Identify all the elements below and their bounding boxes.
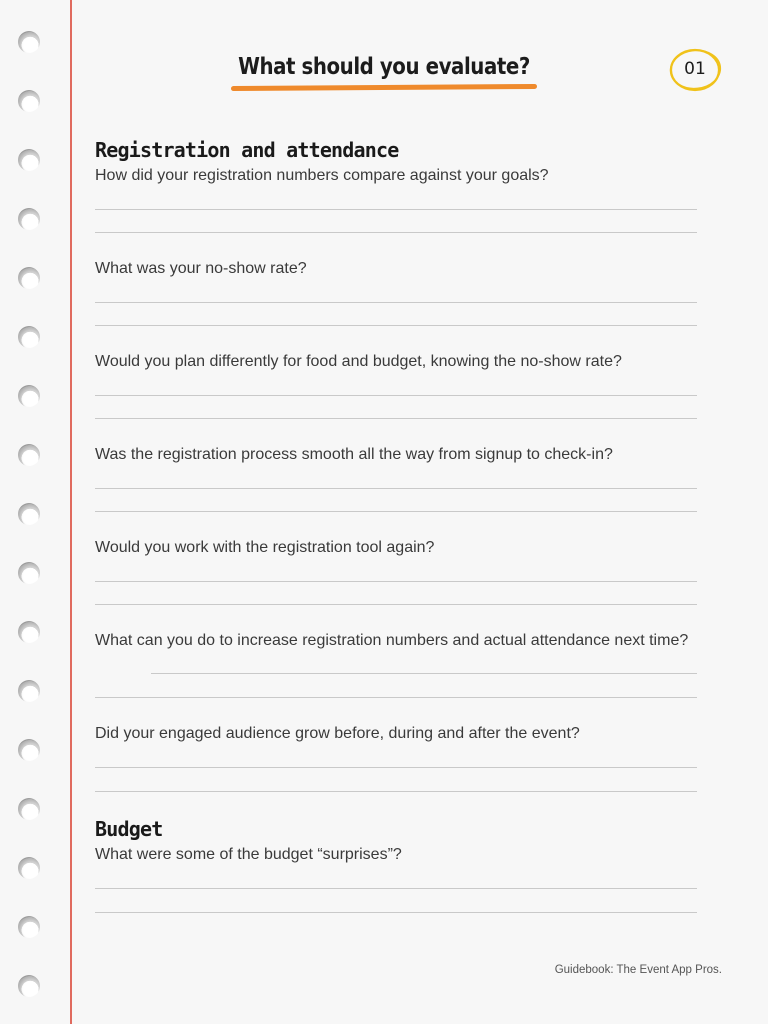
binder-hole	[18, 680, 40, 702]
answer-line[interactable]	[95, 888, 697, 889]
answer-line[interactable]	[95, 791, 697, 792]
binder-hole	[18, 31, 40, 53]
answer-line[interactable]	[95, 511, 697, 512]
question-registration-process: Was the registration process smooth all the way from signup to check-in?	[95, 446, 613, 463]
section-title-registration: Registration and attendance	[95, 138, 399, 162]
binder-hole	[18, 739, 40, 761]
question-no-show-rate: What was your no-show rate?	[95, 260, 307, 277]
binder-hole	[18, 326, 40, 348]
title-underline	[231, 84, 537, 91]
binder-hole	[18, 149, 40, 171]
answer-line[interactable]	[95, 912, 697, 913]
answer-line[interactable]	[95, 604, 697, 605]
page-title: What should you evaluate?	[238, 54, 530, 80]
binder-hole	[18, 975, 40, 997]
answer-line[interactable]	[95, 325, 697, 326]
footer-credit: Guidebook: The Event App Pros.	[554, 964, 722, 976]
page-number: 01	[684, 59, 706, 79]
binder-hole	[18, 267, 40, 289]
answer-line[interactable]	[95, 581, 697, 582]
answer-line[interactable]	[95, 767, 697, 768]
answer-line[interactable]	[95, 488, 697, 489]
answer-line[interactable]	[95, 395, 697, 396]
binder-hole	[18, 385, 40, 407]
question-registration-tool: Would you work with the registration tool again?	[95, 539, 435, 556]
question-engaged-audience: Did your engaged audience grow before, during and after the event?	[95, 725, 580, 742]
answer-line[interactable]	[95, 209, 697, 210]
answer-line[interactable]	[95, 697, 697, 698]
answer-line[interactable]	[95, 418, 697, 419]
binder-hole	[18, 857, 40, 879]
binder-hole	[18, 503, 40, 525]
question-increase-attendance: What can you do to increase registration numbers and actual attendance next time?	[95, 632, 689, 649]
binder-hole	[18, 90, 40, 112]
binder-hole	[18, 798, 40, 820]
margin-line	[70, 0, 72, 1024]
question-registration-goals: How did your registration numbers compare against your goals?	[95, 167, 549, 184]
binder-hole	[18, 208, 40, 230]
section-title-budget: Budget	[95, 817, 163, 841]
question-budget-surprises: What were some of the budget “surprises”?	[95, 846, 402, 863]
answer-line[interactable]	[95, 302, 697, 303]
answer-line[interactable]	[95, 232, 697, 233]
binder-hole	[18, 444, 40, 466]
binder-hole	[18, 916, 40, 938]
binder-hole	[18, 562, 40, 584]
question-food-budget: Would you plan differently for food and budget, knowing the no-show rate?	[95, 353, 622, 370]
binder-hole	[18, 621, 40, 643]
answer-line[interactable]	[151, 673, 697, 674]
